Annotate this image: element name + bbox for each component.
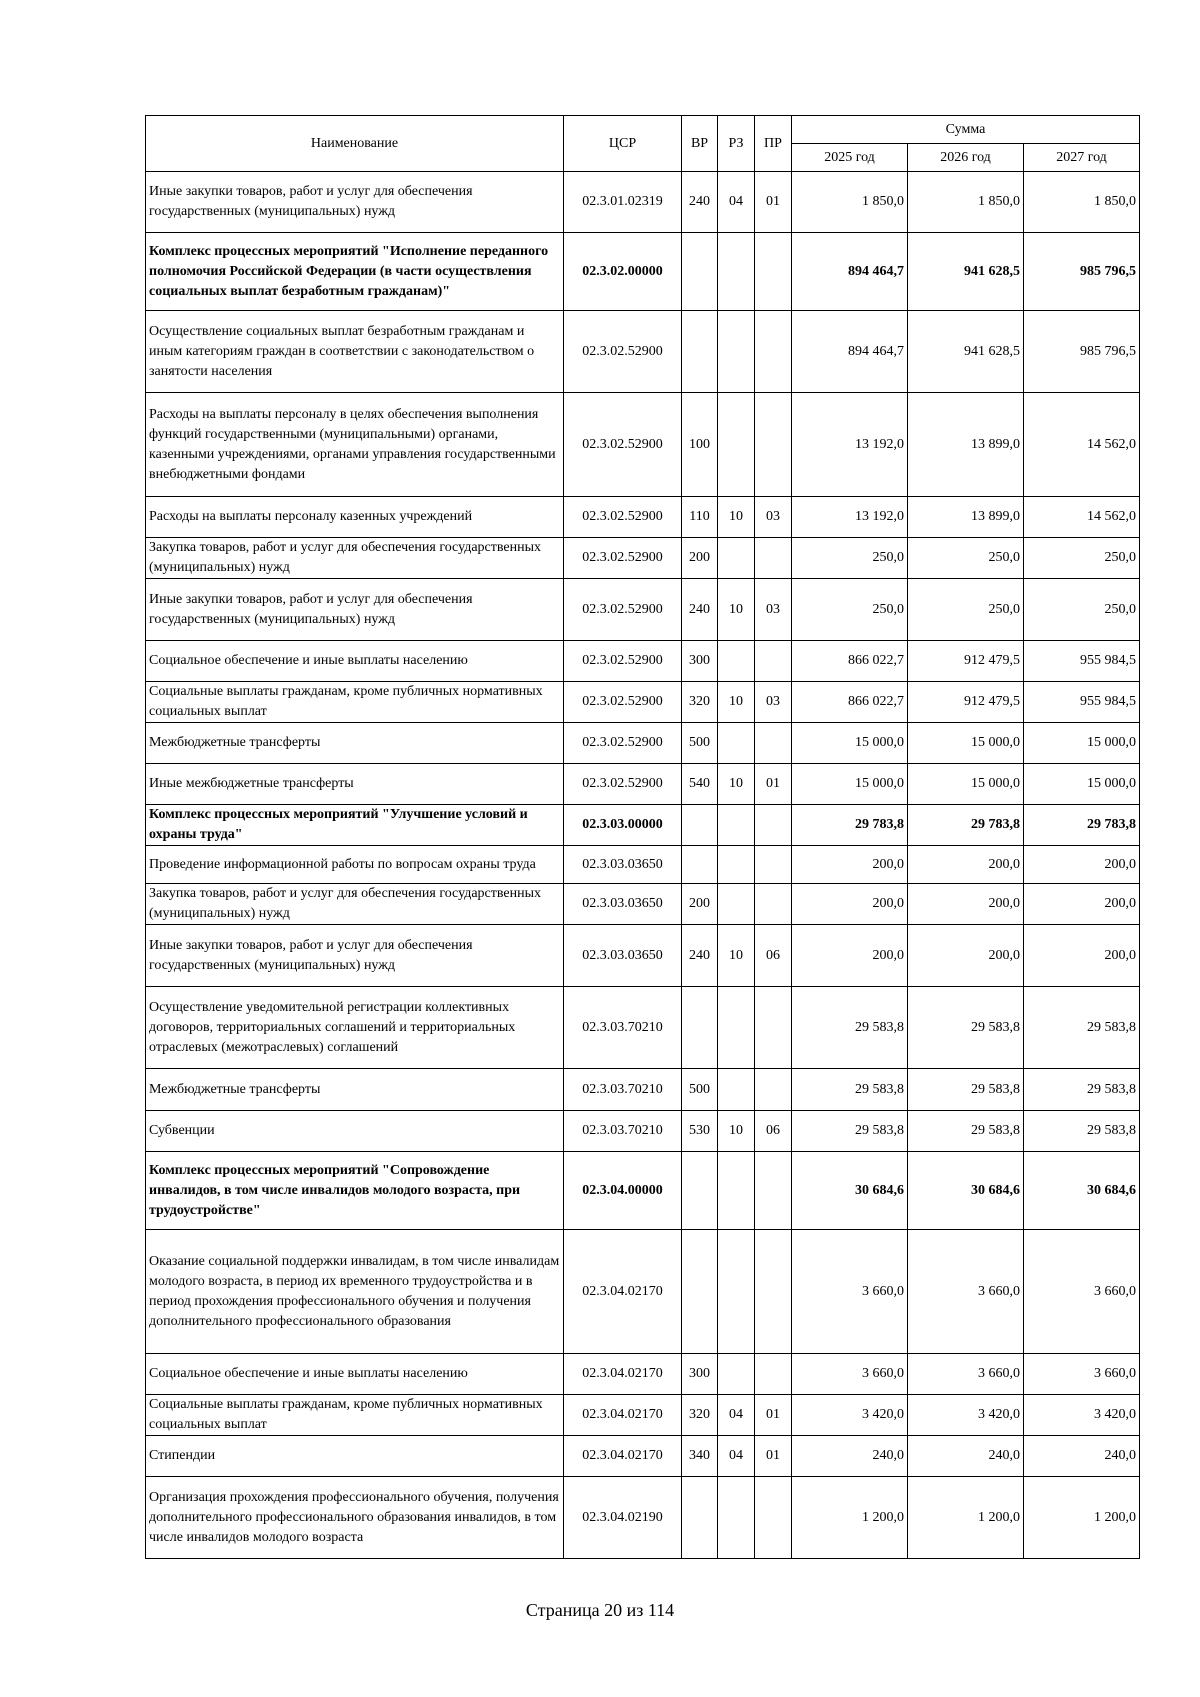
cell-rz: 10 [718, 925, 755, 987]
cell-name: Социальное обеспечение и иные выплаты населению [146, 641, 564, 682]
cell-2027: 200,0 [1024, 925, 1140, 987]
cell-name: Иные закупки товаров, работ и услуг для обеспечения государственных (муниципальных) нужд [146, 579, 564, 641]
header-2027: 2027 год [1024, 144, 1140, 172]
cell-csr: 02.3.03.70210 [564, 987, 682, 1069]
cell-name: Иные закупки товаров, работ и услуг для обеспечения государственных (муниципальных) нужд [146, 925, 564, 987]
cell-2026: 13 899,0 [908, 393, 1024, 497]
cell-vr [682, 1152, 718, 1230]
cell-2027: 30 684,6 [1024, 1152, 1140, 1230]
cell-rz: 10 [718, 764, 755, 805]
cell-name: Стипендии [146, 1436, 564, 1477]
cell-2026: 3 420,0 [908, 1395, 1024, 1436]
cell-csr: 02.3.02.52900 [564, 641, 682, 682]
cell-name: Межбюджетные трансферты [146, 723, 564, 764]
cell-2026: 240,0 [908, 1436, 1024, 1477]
table-row [146, 1436, 1140, 1477]
cell-csr: 02.3.03.70210 [564, 1069, 682, 1111]
header-2025: 2025 год [792, 144, 908, 172]
cell-name: Субвенции [146, 1111, 564, 1152]
table-row [146, 987, 1140, 1069]
cell-csr: 02.3.03.03650 [564, 884, 682, 925]
cell-name: Иные закупки товаров, работ и услуг для обеспечения государственных (муниципальных) нужд [146, 172, 564, 233]
cell-pr [755, 805, 792, 846]
cell-2027: 955 984,5 [1024, 682, 1140, 723]
cell-vr [682, 1477, 718, 1559]
cell-name: Комплекс процессных мероприятий "Сопровождение инвалидов, в том числе инвалидов молодого возраста, при трудоустройстве" [146, 1152, 564, 1230]
cell-vr [682, 987, 718, 1069]
cell-rz: 10 [718, 497, 755, 538]
cell-2025: 200,0 [792, 925, 908, 987]
cell-rz [718, 987, 755, 1069]
cell-rz [718, 233, 755, 311]
cell-2026: 15 000,0 [908, 764, 1024, 805]
cell-pr [755, 311, 792, 393]
cell-2026: 29 583,8 [908, 987, 1024, 1069]
cell-rz [718, 1477, 755, 1559]
cell-2026: 3 660,0 [908, 1354, 1024, 1395]
cell-2027: 250,0 [1024, 579, 1140, 641]
cell-2026: 200,0 [908, 884, 1024, 925]
table-row [146, 723, 1140, 764]
cell-2027: 955 984,5 [1024, 641, 1140, 682]
header-rz: РЗ [718, 116, 755, 172]
cell-2027: 240,0 [1024, 1436, 1140, 1477]
table-header [146, 116, 1140, 172]
cell-csr: 02.3.04.02170 [564, 1436, 682, 1477]
cell-2025: 29 783,8 [792, 805, 908, 846]
cell-vr: 110 [682, 497, 718, 538]
cell-csr: 02.3.02.52900 [564, 723, 682, 764]
cell-2026: 200,0 [908, 925, 1024, 987]
cell-2025: 866 022,7 [792, 641, 908, 682]
cell-pr [755, 641, 792, 682]
cell-vr [682, 233, 718, 311]
cell-rz [718, 884, 755, 925]
cell-2026: 200,0 [908, 846, 1024, 884]
cell-csr: 02.3.02.52900 [564, 764, 682, 805]
cell-rz [718, 1354, 755, 1395]
cell-vr: 300 [682, 1354, 718, 1395]
table-row [146, 805, 1140, 846]
cell-pr [755, 846, 792, 884]
cell-csr: 02.3.04.02170 [564, 1230, 682, 1354]
cell-2026: 29 583,8 [908, 1069, 1024, 1111]
cell-pr [755, 884, 792, 925]
cell-name: Социальное обеспечение и иные выплаты населению [146, 1354, 564, 1395]
cell-rz: 04 [718, 172, 755, 233]
cell-2026: 1 200,0 [908, 1477, 1024, 1559]
cell-pr [755, 1069, 792, 1111]
cell-2025: 3 420,0 [792, 1395, 908, 1436]
cell-vr: 200 [682, 884, 718, 925]
cell-csr: 02.3.02.52900 [564, 393, 682, 497]
cell-rz [718, 723, 755, 764]
cell-vr: 320 [682, 682, 718, 723]
cell-2026: 250,0 [908, 579, 1024, 641]
cell-rz [718, 1152, 755, 1230]
cell-rz [718, 641, 755, 682]
cell-2027: 29 783,8 [1024, 805, 1140, 846]
cell-csr: 02.3.02.52900 [564, 497, 682, 538]
budget-table [145, 115, 1140, 1559]
cell-vr: 500 [682, 1069, 718, 1111]
cell-name: Организация прохождения профессионального обучения, получения дополнительного профессионального образования инвалидов, в том числе инвалидов молодого возраста [146, 1477, 564, 1559]
cell-2027: 15 000,0 [1024, 764, 1140, 805]
table-row [146, 497, 1140, 538]
cell-2027: 15 000,0 [1024, 723, 1140, 764]
cell-name: Комплекс процессных мероприятий "Исполнение переданного полномочия Российской Федерации (в части осуществления социальных выплат безработным гражданам)" [146, 233, 564, 311]
table-row [146, 846, 1140, 884]
cell-2025: 250,0 [792, 579, 908, 641]
cell-pr: 03 [755, 682, 792, 723]
header-csr: ЦСР [564, 116, 682, 172]
cell-name: Социальные выплаты гражданам, кроме публичных нормативных социальных выплат [146, 1395, 564, 1436]
cell-name: Закупка товаров, работ и услуг для обеспечения государственных (муниципальных) нужд [146, 538, 564, 579]
cell-name: Расходы на выплаты персоналу казенных учреждений [146, 497, 564, 538]
cell-pr: 01 [755, 1436, 792, 1477]
cell-pr: 06 [755, 925, 792, 987]
cell-pr: 03 [755, 579, 792, 641]
table-row [146, 1111, 1140, 1152]
cell-vr [682, 805, 718, 846]
cell-rz: 10 [718, 1111, 755, 1152]
cell-rz: 04 [718, 1395, 755, 1436]
cell-2025: 29 583,8 [792, 1069, 908, 1111]
table-row [146, 641, 1140, 682]
cell-name: Проведение информационной работы по вопросам охраны труда [146, 846, 564, 884]
table-row [146, 764, 1140, 805]
cell-csr: 02.3.02.52900 [564, 682, 682, 723]
cell-rz [718, 311, 755, 393]
cell-vr: 300 [682, 641, 718, 682]
cell-csr: 02.3.02.00000 [564, 233, 682, 311]
cell-name: Социальные выплаты гражданам, кроме публичных нормативных социальных выплат [146, 682, 564, 723]
cell-vr [682, 311, 718, 393]
cell-name: Расходы на выплаты персоналу в целях обеспечения выполнения функций государственными (муниципальными) органами, казенными учреждениями, органами управления государственными внебюджетными фондами [146, 393, 564, 497]
header-pr: ПР [755, 116, 792, 172]
cell-2026: 941 628,5 [908, 311, 1024, 393]
cell-2025: 29 583,8 [792, 987, 908, 1069]
cell-2025: 30 684,6 [792, 1152, 908, 1230]
cell-2025: 3 660,0 [792, 1230, 908, 1354]
cell-pr [755, 1152, 792, 1230]
table-row [146, 538, 1140, 579]
cell-vr: 320 [682, 1395, 718, 1436]
cell-name: Оказание социальной поддержки инвалидам, в том числе инвалидам молодого возраста, в период их временного трудоустройства и в период прохождения профессионального обучения и получения дополнительного профессионального образования [146, 1230, 564, 1354]
table-row [146, 579, 1140, 641]
cell-2027: 14 562,0 [1024, 497, 1140, 538]
cell-pr: 01 [755, 1395, 792, 1436]
cell-rz [718, 805, 755, 846]
cell-csr: 02.3.04.02170 [564, 1395, 682, 1436]
cell-2027: 985 796,5 [1024, 311, 1140, 393]
cell-2026: 13 899,0 [908, 497, 1024, 538]
cell-vr: 340 [682, 1436, 718, 1477]
cell-2025: 894 464,7 [792, 233, 908, 311]
table-row [146, 1230, 1140, 1354]
cell-pr: 01 [755, 172, 792, 233]
table-body [146, 172, 1140, 1559]
cell-2025: 200,0 [792, 884, 908, 925]
table-row [146, 1477, 1140, 1559]
cell-2026: 29 783,8 [908, 805, 1024, 846]
cell-2025: 240,0 [792, 1436, 908, 1477]
cell-pr [755, 723, 792, 764]
table-row [146, 1152, 1140, 1230]
cell-name: Осуществление уведомительной регистрации коллективных договоров, территориальных соглашений и территориальных отраслевых (межотраслевых) соглашений [146, 987, 564, 1069]
cell-csr: 02.3.03.03650 [564, 925, 682, 987]
cell-vr: 540 [682, 764, 718, 805]
cell-2025: 13 192,0 [792, 497, 908, 538]
cell-2027: 985 796,5 [1024, 233, 1140, 311]
cell-2025: 3 660,0 [792, 1354, 908, 1395]
page-number: Страница 20 из 114 [525, 1600, 675, 1620]
cell-2027: 3 660,0 [1024, 1230, 1140, 1354]
table-row [146, 311, 1140, 393]
cell-2027: 29 583,8 [1024, 1111, 1140, 1152]
cell-2026: 29 583,8 [908, 1111, 1024, 1152]
cell-rz: 04 [718, 1436, 755, 1477]
cell-rz [718, 846, 755, 884]
table-row [146, 393, 1140, 497]
cell-vr: 100 [682, 393, 718, 497]
cell-vr: 240 [682, 172, 718, 233]
cell-vr: 500 [682, 723, 718, 764]
cell-2025: 29 583,8 [792, 1111, 908, 1152]
cell-rz [718, 1069, 755, 1111]
cell-2026: 30 684,6 [908, 1152, 1024, 1230]
cell-csr: 02.3.02.52900 [564, 311, 682, 393]
cell-vr [682, 846, 718, 884]
cell-pr: 01 [755, 764, 792, 805]
cell-2025: 894 464,7 [792, 311, 908, 393]
header-vr: ВР [682, 116, 718, 172]
cell-pr: 06 [755, 1111, 792, 1152]
cell-vr: 240 [682, 925, 718, 987]
cell-pr [755, 393, 792, 497]
cell-2026: 15 000,0 [908, 723, 1024, 764]
cell-2026: 941 628,5 [908, 233, 1024, 311]
cell-2025: 1 850,0 [792, 172, 908, 233]
cell-pr [755, 1354, 792, 1395]
table-row [146, 1395, 1140, 1436]
cell-csr: 02.3.01.02319 [564, 172, 682, 233]
cell-2025: 1 200,0 [792, 1477, 908, 1559]
cell-pr [755, 1477, 792, 1559]
table-row [146, 884, 1140, 925]
cell-csr: 02.3.03.03650 [564, 846, 682, 884]
cell-2026: 912 479,5 [908, 682, 1024, 723]
cell-name: Иные межбюджетные трансферты [146, 764, 564, 805]
cell-rz [718, 393, 755, 497]
cell-2027: 29 583,8 [1024, 987, 1140, 1069]
cell-2027: 3 660,0 [1024, 1354, 1140, 1395]
table-row [146, 925, 1140, 987]
cell-pr [755, 538, 792, 579]
cell-name: Осуществление социальных выплат безработным гражданам и иным категориям граждан в соответствии с законодательством о занятости населения [146, 311, 564, 393]
table-row [146, 233, 1140, 311]
cell-2027: 200,0 [1024, 884, 1140, 925]
cell-2027: 1 200,0 [1024, 1477, 1140, 1559]
cell-name: Закупка товаров, работ и услуг для обеспечения государственных (муниципальных) нужд [146, 884, 564, 925]
table-row [146, 1069, 1140, 1111]
cell-csr: 02.3.04.02190 [564, 1477, 682, 1559]
table-row [146, 682, 1140, 723]
cell-vr: 530 [682, 1111, 718, 1152]
cell-2025: 250,0 [792, 538, 908, 579]
cell-rz [718, 538, 755, 579]
cell-pr: 03 [755, 497, 792, 538]
cell-2026: 912 479,5 [908, 641, 1024, 682]
cell-2025: 15 000,0 [792, 723, 908, 764]
cell-vr: 200 [682, 538, 718, 579]
cell-2027: 250,0 [1024, 538, 1140, 579]
cell-csr: 02.3.03.70210 [564, 1111, 682, 1152]
cell-2025: 13 192,0 [792, 393, 908, 497]
cell-name: Комплекс процессных мероприятий "Улучшение условий и охраны труда" [146, 805, 564, 846]
cell-2027: 29 583,8 [1024, 1069, 1140, 1111]
cell-name: Межбюджетные трансферты [146, 1069, 564, 1111]
cell-2027: 14 562,0 [1024, 393, 1140, 497]
cell-2027: 200,0 [1024, 846, 1140, 884]
cell-csr: 02.3.03.00000 [564, 805, 682, 846]
table-row [146, 1354, 1140, 1395]
cell-rz: 10 [718, 682, 755, 723]
cell-2026: 1 850,0 [908, 172, 1024, 233]
header-2026: 2026 год [908, 144, 1024, 172]
table-row [146, 172, 1140, 233]
cell-pr [755, 1230, 792, 1354]
cell-2026: 250,0 [908, 538, 1024, 579]
cell-2025: 15 000,0 [792, 764, 908, 805]
cell-vr: 240 [682, 579, 718, 641]
cell-rz: 10 [718, 579, 755, 641]
cell-csr: 02.3.02.52900 [564, 538, 682, 579]
cell-pr [755, 987, 792, 1069]
cell-2025: 200,0 [792, 846, 908, 884]
cell-pr [755, 233, 792, 311]
cell-2027: 3 420,0 [1024, 1395, 1140, 1436]
cell-csr: 02.3.04.00000 [564, 1152, 682, 1230]
cell-2027: 1 850,0 [1024, 172, 1140, 233]
cell-csr: 02.3.04.02170 [564, 1354, 682, 1395]
header-name: Наименование [146, 116, 564, 172]
cell-rz [718, 1230, 755, 1354]
cell-2025: 866 022,7 [792, 682, 908, 723]
header-sum: Сумма [792, 116, 1140, 144]
cell-2026: 3 660,0 [908, 1230, 1024, 1354]
cell-csr: 02.3.02.52900 [564, 579, 682, 641]
cell-vr [682, 1230, 718, 1354]
